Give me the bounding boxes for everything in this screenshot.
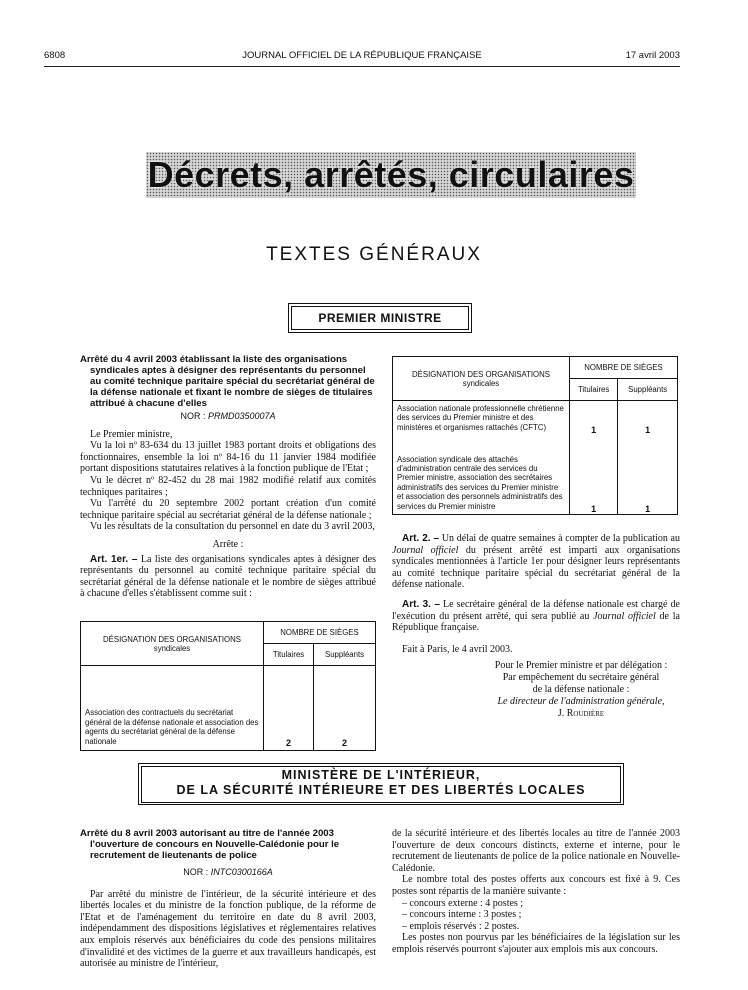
ministry-box-premier-ministre	[288, 303, 472, 333]
header-rule	[44, 66, 680, 67]
suppleants-value: 1	[618, 401, 678, 436]
titulaires-value: 1	[570, 401, 618, 436]
list-item: – emplois réservés : 2 postes.	[402, 920, 520, 932]
signature-line: Par empêchement du secrétaire général	[502, 672, 660, 683]
seats-header: NOMBRE DE SIÈGES	[570, 357, 678, 379]
signatory-name: J. Roudière	[557, 708, 605, 719]
article-3	[392, 599, 680, 634]
paragraph: Par arrêté du ministre de l'intérieur, de la sécurité intérieure et des libertés locales et du ministre de la fonction publique, de la réforme de l'Etat et de l'aménagement du territoire en date du 8 avril 2003, indépendamment des dispositions législatives et réglementaires relatives aux emplois réservés aux bénéficiaires du code des pensions militaires d'invalidité et des victimes de la guerre et aux travailleurs handicapés, est autorisée au ministre de l'intérieur,	[80, 888, 376, 970]
article-label: Art. 2. –	[402, 533, 440, 544]
ministry-name	[141, 766, 621, 803]
designation-label: DÉSIGNATION DES ORGANISATIONS	[103, 634, 241, 644]
designation-sublabel: syndicales	[153, 643, 191, 653]
suppleants-value: 2	[314, 666, 376, 751]
designation-header	[81, 622, 264, 666]
signature-line: Pour le Premier ministre et par délégation :	[494, 660, 668, 671]
titulaires-value: 2	[264, 666, 314, 751]
nor-label: NOR :	[183, 867, 211, 877]
signature-block	[482, 660, 680, 720]
suppleants-header: Suppléants	[618, 379, 678, 401]
paragraph: Les postes non pourvus par les bénéficiaires de la législation sur les emplois réservés pourront s'ajouter aux emplois mis aux concours.	[392, 932, 680, 955]
titulaires-value: 1	[570, 435, 618, 514]
arrete2-nor	[80, 867, 376, 879]
arrete1-left-column	[80, 354, 376, 600]
table-row-org: Association des contractuels du secrétariat général de la défense nationale et association des agents du secrétariat général de la défense nationale	[81, 666, 264, 751]
article-label: Art. 3. –	[402, 598, 440, 610]
section-banner	[146, 152, 636, 198]
designation-label: DÉSIGNATION DES ORGANISATIONS	[412, 369, 550, 379]
seats-table-1	[80, 621, 376, 751]
journal-officiel-ref: Journal officiel	[593, 610, 656, 622]
signature-line: Le directeur de l'administration générale,	[497, 696, 665, 707]
ministry-name-line: MINISTÈRE DE L'INTÉRIEUR,	[281, 768, 481, 782]
posts-list	[392, 898, 680, 933]
journal-officiel-ref: Journal officiel	[392, 544, 459, 556]
suppleants-value: 1	[618, 435, 678, 514]
nor-code: INTC0300166A	[210, 867, 273, 877]
paragraph: Vu le décret nº 82-452 du 28 mai 1982 modifié relatif aux comités techniques paritaires ;	[80, 474, 376, 498]
table-row-org: Association nationale professionnelle chrétienne des services du Premier ministre et des ministères et organismes rattachés (CFTC)	[393, 401, 570, 436]
ministry-name-line: DE LA SÉCURITÉ INTÉRIEURE ET DES LIBERTÉS LOCALES	[176, 783, 586, 797]
ministry-box-interieur	[138, 763, 624, 805]
arrete2-left-column	[80, 828, 376, 970]
banner-title: Décrets, arrêtés, circulaires	[147, 154, 635, 195]
arrete2-title: Arrêté du 8 avril 2003 autorisant au titre de l'année 2003 l'ouverture de concours en Nouvelle-Calédonie pour le recrutement de lieutenants de police	[80, 828, 340, 861]
designation-sublabel: syndicales	[462, 378, 500, 388]
issue-date: 17 avril 2003	[625, 50, 680, 61]
article-1	[80, 554, 376, 600]
seats-header: NOMBRE DE SIÈGES	[264, 622, 376, 644]
signature-line: de la défense nationale :	[532, 684, 630, 695]
fait-a-paris: Fait à Paris, le 4 avril 2003.	[402, 643, 513, 655]
article-2	[392, 533, 680, 591]
list-item: – concours externe : 4 postes ;	[402, 897, 524, 909]
journal-title: JOURNAL OFFICIEL DE LA RÉPUBLIQUE FRANÇAISE	[242, 50, 482, 61]
paragraph: Vu les résultats de la consultation du personnel en date du 3 avril 2003,	[90, 521, 375, 533]
paragraph: Le nombre total des postes offerts aux concours est fixé à 9. Ces postes sont répartis de la manière suivante :	[392, 874, 680, 897]
titulaires-header: Titulaires	[264, 644, 314, 666]
designation-header	[393, 357, 570, 401]
article-text: La liste des organisations syndicales aptes à désigner des représentants du personnel au comité technique paritaire spécial du secrétariat général de la défense nationale et le nombre de sièges attribué à chacune d'elles s'établissent comme suit :	[80, 553, 376, 600]
paragraph: Le Premier ministre,	[90, 428, 173, 440]
article-text: Le secrétaire général de la défense nationale est chargé de l'exécution du présent arrêté, qui sera publié au	[392, 598, 680, 622]
nor-code: PRMD0350007A	[207, 411, 276, 421]
article-text: de la République française.	[392, 610, 680, 634]
ministry-name: PREMIER MINISTRE	[291, 306, 469, 330]
seats-table-2	[392, 356, 678, 515]
arrete2-right-column	[392, 828, 680, 956]
list-item: – concours interne : 3 postes ;	[402, 909, 522, 921]
paragraph: Vu l'arrêté du 20 septembre 2002 portant création d'un comité technique paritaire spécial au secrétariat général de la défense nationale ;	[80, 498, 376, 521]
nor-label: NOR :	[180, 411, 208, 421]
article-text: du présent arrêté est imparti aux organisations syndicales mentionnées à l'article 1er pour désigner leurs représentants au comité technique paritaire spécial du secrétariat général de la défense nationale.	[392, 544, 680, 591]
suppleants-header: Suppléants	[314, 644, 376, 666]
arrete1-title: Arrêté du 4 avril 2003 établissant la liste des organisations syndicales aptes à désigner des représentants du personnel au comité technique paritaire spécial du secrétariat général de la défense nationale et fixant le nombre de sièges de titulaires attribué à chacune d'elles	[80, 354, 375, 409]
section-title: TEXTES GÉNÉRAUX	[266, 244, 482, 265]
arrete1-nor	[80, 411, 376, 423]
article-label: Art. 1er. –	[90, 553, 138, 565]
page-number: 6808	[44, 50, 66, 61]
running-header	[44, 50, 680, 64]
titulaires-header: Titulaires	[570, 379, 618, 401]
article-text: Un délai de quatre semaines à compter de la publication au	[441, 533, 680, 544]
arrete-word: Arrête :	[212, 538, 244, 550]
table-row-org: Association syndicale des attachés d'administration centrale des services du Premier ministre, association des secrétaires administratifs des services du Premier ministre et association des personnels administratifs des services du Premier ministre	[393, 435, 570, 514]
paragraph: de la sécurité intérieure et des libertés locales au titre de l'année 2003 l'ouverture de deux concours distincts, externe et interne, pour le recrutement de lieutenants de police de la police nationale en Nouvelle-Calédonie.	[392, 828, 680, 874]
arrete1-right-column	[392, 533, 680, 655]
paragraph: Vu la loi nº 83-634 du 13 juillet 1983 portant droits et obligations des fonctionnaires, ensemble la loi nº 84-16 du 11 janvier 1984 modifiée portant dispositions statutaires relatives à la fonction publique de l'Etat ;	[80, 440, 376, 475]
